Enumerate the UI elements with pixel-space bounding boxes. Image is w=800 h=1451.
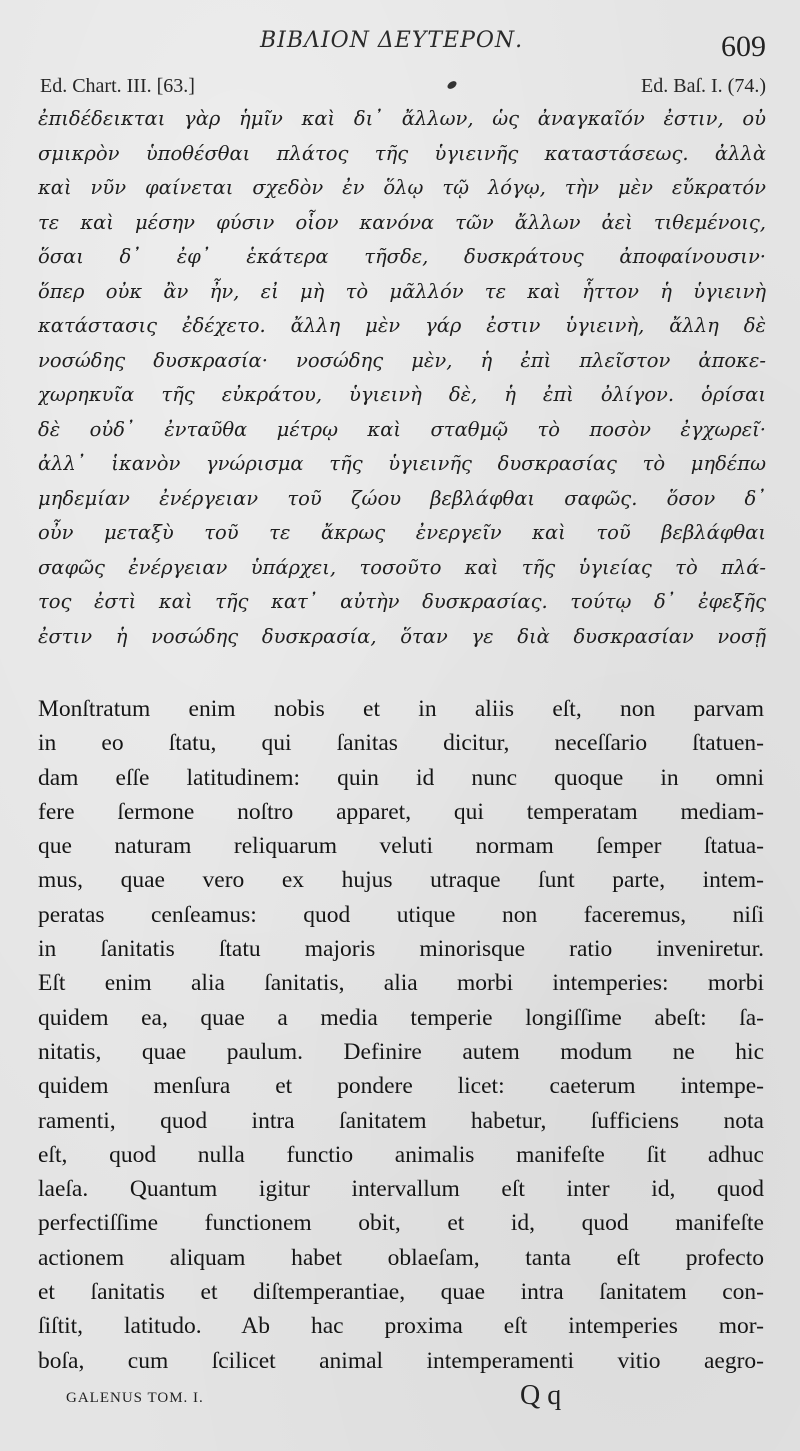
greek-text-line: ὅπερ οὐκ ἂν ἦν, εἰ μὴ τὸ μᾶλλόν τε καὶ ἧττον ἡ ὑγιεινὴ	[38, 279, 766, 303]
ink-blot-mark	[445, 80, 459, 90]
page-number: 609	[721, 30, 766, 63]
greek-text-line: χωρηκυῖα τῆς εὐκράτου, ὑγιεινὴ δὲ, ἡ ἐπὶ ὀλίγον. ὁρίσαι	[38, 383, 766, 406]
latin-text-line: fere ſermone noſtro apparet, qui temperatam mediam-	[38, 798, 764, 825]
latin-text-line: eſt, quod nulla functio animalis manifeſte ſit adhuc	[38, 1141, 764, 1168]
latin-text-line: laeſa. Quantum igitur intervallum eſt inter id, quod	[38, 1176, 764, 1203]
latin-text-line: nitatis, quae paulum. Definire autem modum ne hic	[38, 1038, 764, 1065]
latin-text-line: Monſtratum enim nobis et in aliis eſt, non parvam	[38, 696, 764, 722]
gathering-mark: Q q	[520, 1380, 562, 1411]
latin-text-line: et ſanitatis et diſtemperantiae, quae intra ſanitatem con-	[38, 1279, 764, 1306]
latin-text-line: peratas cenſeamus: quod utique non faceremus, niſi	[38, 901, 764, 928]
greek-text-line: τε καὶ μέσην φύσιν οἷον κανόνα τῶν ἄλλων ἀεὶ τιθεμένοις,	[38, 210, 766, 234]
edition-reference-chartier: Ed. Chart. III. [63.]	[40, 75, 195, 97]
greek-text-line: ὅσαι δ᾽ ἐφ᾽ ἑκάτερα τῆσδε, δυσκράτους ἀποφαίνουσιν·	[38, 245, 766, 268]
greek-text-line: μηδεμίαν ἐνέργειαν τοῦ ζώου βεβλάφθαι σαφῶς. ὅσον δ᾽	[38, 486, 766, 510]
latin-text-line: que naturam reliquarum veluti normam ſemper ſtatua-	[38, 833, 764, 860]
signature-mark: GALENUS TOM. I.	[66, 1390, 204, 1406]
latin-text-line: in eo ſtatu, qui ſanitas dicitur, neceſſario ſtatuen-	[38, 730, 764, 757]
greek-text-line: ἐστιν ἡ νοσώδης δυσκρασία, ὅταν γε διὰ δυσκρασίαν νοσῇ	[38, 624, 766, 648]
greek-text-line: οὖν μεταξὺ τοῦ τε ἄκρως ἐνεργεῖν καὶ τοῦ βεβλάφθαι	[38, 521, 766, 544]
latin-text-line: Eſt enim alia ſanitatis, alia morbi intemperies: morbi	[38, 970, 764, 997]
latin-text-line: perfectiſſime functionem obit, et id, quod manifeſte	[38, 1210, 764, 1237]
greek-text-line: δὲ οὐδ᾽ ἐνταῦθα μέτρῳ καὶ σταθμῷ τὸ ποσὸν ἐγχωρεῖ·	[38, 417, 766, 441]
latin-text-line: ramenti, quod intra ſanitatem habetur, ſufficiens nota	[38, 1107, 764, 1134]
greek-text-line: τος ἐστὶ καὶ τῆς κατ᾽ αὐτὴν δυσκρασίας. τούτῳ δ᾽ ἐφεξῆς	[38, 590, 766, 613]
greek-text-line: σαφῶς ἐνέργειαν ὑπάρχει, τοσοῦτο καὶ τῆς ὑγιείας τὸ πλά-	[38, 555, 766, 579]
latin-text-line: in ſanitatis ſtatu majoris minorisque ratio inveniretur.	[38, 936, 764, 963]
greek-text-block	[38, 102, 766, 654]
greek-text-line: σμικρὸν ὑποθέσθαι πλάτος τῆς ὑγιεινῆς καταστάσεως. ἀλλὰ	[38, 141, 766, 165]
greek-text-line: καὶ νῦν φαίνεται σχεδὸν ἐν ὅλῳ τῷ λόγῳ, τὴν μὲν εὔκρατόν	[38, 176, 766, 199]
latin-text-block	[38, 692, 764, 1378]
latin-text-line: mus, quae vero ex hujus utraque ſunt parte, intem-	[38, 867, 764, 894]
latin-text-line: actionem aliquam habet oblaeſam, tanta eſt profecto	[38, 1244, 764, 1271]
edition-reference-basel: Ed. Baſ. I. (74.)	[641, 75, 766, 97]
latin-text-line: quidem ea, quae a media temperie longiſſime abeſt: ſa-	[38, 1004, 764, 1031]
greek-text-line: ἀλλ᾽ ἱκανὸν γνώρισμα τῆς ὑγιεινῆς δυσκρασίας τὸ μηδέπω	[38, 452, 766, 475]
latin-text-line: dam eſſe latitudinem: quin id nunc quoque in omni	[38, 764, 764, 791]
greek-text-line: ἐπιδέδεικται γὰρ ἡμῖν καὶ δι᾽ ἄλλων, ὡς ἀναγκαῖόν ἐστιν, οὐ	[38, 107, 766, 130]
latin-text-line: ſiſtit, latitudo. Ab hac proxima eſt intemperies mor-	[38, 1313, 764, 1340]
latin-text-line: boſa, cum ſcilicet animal intemperamenti vitio aegro-	[38, 1347, 764, 1374]
greek-text-line: νοσώδης δυσκρασία· νοσώδης μὲν, ἡ ἐπὶ πλεῖστον ἀποκε-	[38, 348, 766, 372]
running-head: ΒΙΒΛΙΟΝ ΔΕΥΤΕΡΟΝ.	[260, 28, 524, 53]
greek-text-line: κατάστασις ἐδέχετο. ἄλλη μὲν γάρ ἐστιν ὑγιεινὴ, ἄλλη δὲ	[38, 314, 766, 337]
latin-text-line: quidem menſura et pondere licet: caeterum intempe-	[38, 1073, 764, 1100]
